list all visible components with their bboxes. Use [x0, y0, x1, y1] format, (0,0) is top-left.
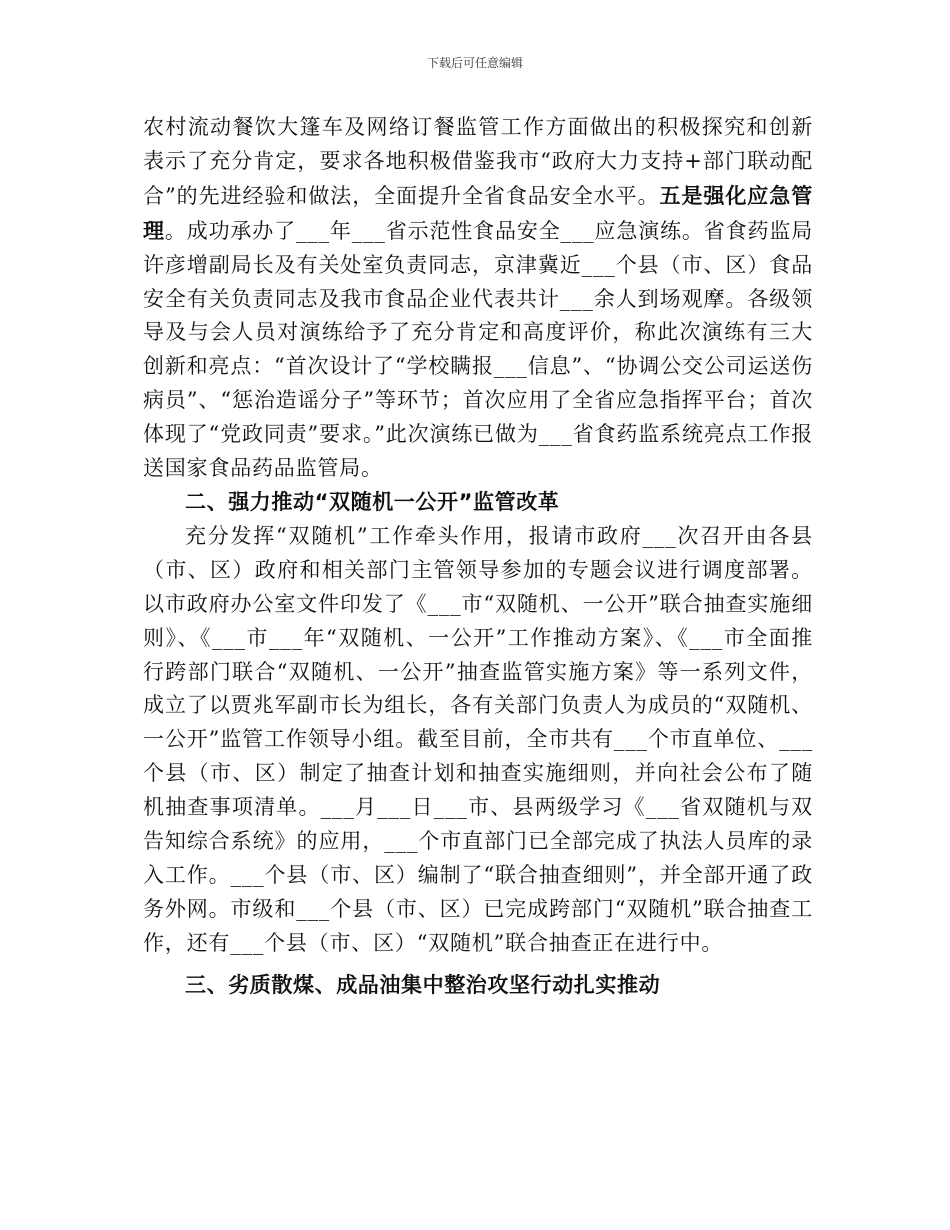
paragraph-text-b: 。成功承办了___年___省示范性食品安全___应急演练。省食药监局许彦增副局长及有关处室负责同志，京津冀近___个县（市、区）食品安全有关负责同志及我市食品企业代表共计___余人到场观摩。各级领导及与会人员对演练给予了充分肯定和高度评价，称此次演练有三大创新和亮点：“首次设计了“学校瞒报___信息”、“协调公交公司运送伤病员”、“惩治造谣分子”等环节；首次应用了全省应急指挥平台；首次体现了“党政同责”要求。”此次演练已做为___省食药监系统亮点工作报送国家食品药品监管局。: [143, 218, 813, 481]
page-header: 下载后可任意编辑: [426, 56, 523, 70]
paragraph-continued: [143, 111, 813, 486]
section-heading-3: 三、劣质散煤、成品油集中整治攻坚行动扎实推动: [185, 972, 661, 997]
document-body: [143, 111, 813, 1003]
section-2-paragraph: 充分发挥“双随机”工作牵头作用，报请市政府___次召开由各县（市、区）政府和相关部门主管领导参加的专题会议进行调度部署。以市政府办公室文件印发了《___市“双随机、一公开”联合抽查实施细则》、《___市___年“双随机、一公开”工作推动方案》、《___市全面推行跨部门联合“双随机、一公开”抽查监管实施方案》等一系列文件，成立了以贾兆军副市长为组长，各有关部门负责人为成员的“双随机、一公开”监管工作领导小组。截至目前，全市共有___个市直单位、___个县（市、区）制定了抽查计划和抽查实施细则，并向社会公布了随机抽查事项清单。___月___日___市、县两级学习《___省双随机与双告知综合系统》的应用，___个市直部门已全部完成了执法人员库的录入工作。___个县（市、区）编制了“联合抽查细则”，并全部开通了政务外网。市级和___个县（市、区）已完成跨部门“双随机”联合抽查工作，还有___个县（市、区）“双随机”联合抽查正在进行中。: [143, 523, 813, 955]
emphasis-text: 五是强化应急管理: [143, 182, 813, 243]
section-heading-2: 二、强力推动“双随机一公开”监管改革: [185, 489, 560, 514]
paragraph-text-a: 农村流动餐饮大篷车及网络订餐监管工作方面做出的积极探究和创新表示了充分肯定，要求各地积极借鉴我市“政府大力支持+部门联动配合”的先进经验和做法，全面提升全省食品安全水平。: [143, 115, 813, 208]
